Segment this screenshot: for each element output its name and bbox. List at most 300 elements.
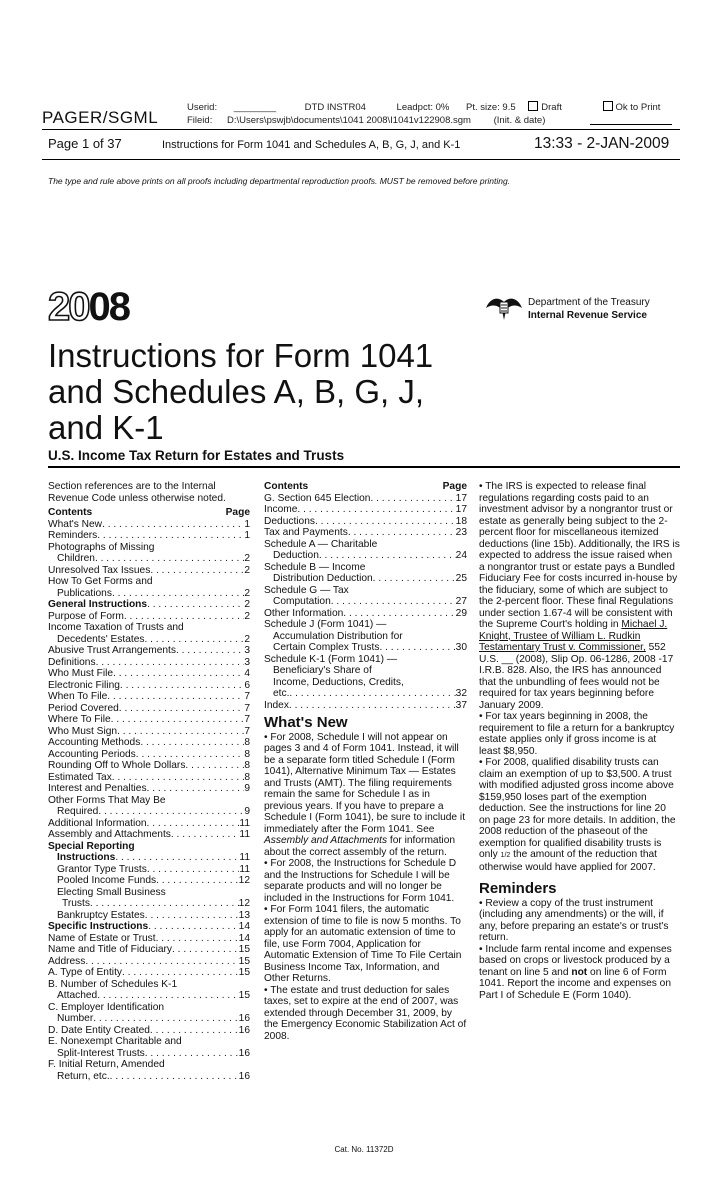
toc-entry-label: Who Must File — [48, 668, 114, 679]
toc-entry-page: 8 — [244, 760, 250, 771]
whats-new-p2: • For 2008, the Instructions for Schedule D and the Instructions for Schedule I will be separate products and will no longer be included in the Instructions for Form 1041. — [264, 858, 457, 904]
knight-case-citation: Michael J. Knight, Trustee of William L. Rudkin Testamentary Trust v. Commissioner, — [479, 619, 668, 653]
document-subtitle: U.S. Income Tax Return for Estates and Trusts — [48, 448, 345, 463]
toc-entry[interactable] — [264, 688, 467, 700]
toc-entry-label: When To File — [48, 691, 108, 702]
catalog-number: Cat. No. 11372D — [334, 1145, 394, 1154]
toc-entry[interactable] — [48, 944, 250, 956]
toc-entry-label: Children — [57, 553, 95, 564]
toc-entry-label: Bankruptcy Estates — [57, 909, 145, 921]
toc-entry-page: 15 — [238, 990, 250, 1001]
toc-entry-label: Distribution Deduction — [273, 573, 373, 584]
userid-value: ________ — [233, 102, 277, 113]
toc-entry-page: 11 — [239, 817, 250, 829]
col3-p1-tail: 552 U.S. __ (2008), Slip Op. 06-1286, 2008 -17 I.R.B. 828. Also, the IRS has announced that the unbundling of fees would not be required for tax years beginning before January 2009. — [479, 642, 674, 711]
init-date-line — [590, 124, 672, 125]
toc-entry-label: D. Date Entity Created — [48, 1024, 150, 1036]
toc-entry[interactable] — [264, 585, 467, 597]
year-prefix: 20 — [48, 285, 89, 329]
toc-entry[interactable] — [48, 737, 250, 749]
toc-entry-label: Other Forms That May Be — [48, 794, 166, 806]
toc-entry-label: Address — [48, 955, 86, 967]
toc-entry[interactable] — [48, 599, 250, 611]
toc-entry[interactable] — [48, 749, 250, 761]
toc-entry-label: Rounding Off to Whole Dollars — [48, 760, 186, 771]
toc-entry-page: 9 — [244, 806, 250, 817]
toc-entry-label: G. Section 645 Election — [264, 492, 371, 504]
toc-entry[interactable] — [264, 608, 467, 620]
toc-entry-label: Deductions — [264, 515, 315, 527]
toc-entry[interactable] — [48, 921, 250, 933]
toc-entry-label: Who Must Sign — [48, 725, 118, 737]
toc-entry-page: 9 — [244, 783, 250, 794]
page-of-label: Page 1 of 37 — [48, 136, 122, 151]
toc-leader-dots — [379, 642, 455, 654]
toc-entry-label: Name of Estate or Trust — [48, 932, 156, 944]
toc-entry[interactable] — [48, 657, 250, 669]
toc-leader-dots — [297, 504, 455, 516]
toc-leader-dots — [115, 852, 239, 864]
toc-entry-label: Other Information — [264, 607, 344, 619]
toc-entry-label: Accounting Methods — [48, 737, 141, 748]
toc-entry-page: 30 — [455, 642, 467, 653]
toc-entry-page: 2 — [244, 633, 250, 645]
toc-entry-label: Required — [57, 806, 99, 817]
toc-entry-page: 13 — [238, 909, 250, 921]
toc-leader-dots — [348, 527, 456, 539]
leadpct-label: Leadpct: 0% — [396, 102, 450, 113]
toc-leader-dots — [172, 944, 239, 956]
toc-entry[interactable] — [48, 841, 250, 853]
toc-entry[interactable] — [48, 806, 250, 818]
toc-entry-label: Beneficiary's Share of — [273, 665, 372, 676]
toc-entry-label: etc. — [273, 688, 290, 699]
toc-entry-label: Computation — [273, 596, 331, 607]
toc-leader-dots — [343, 608, 455, 620]
toc-entry-page: 15 — [238, 944, 250, 955]
toc-entry[interactable] — [48, 1059, 250, 1071]
toc-head-page: Page — [225, 507, 250, 518]
toc-entry-page: 23 — [455, 527, 467, 538]
title-line-2: and Schedules A, B, G, J, — [48, 373, 425, 410]
toc-entry[interactable] — [48, 622, 250, 634]
toc-entry[interactable] — [48, 634, 250, 646]
toc-entry-label: Tax and Payments — [264, 527, 348, 538]
toc-column-2 — [264, 481, 467, 1042]
toc-leader-dots — [111, 714, 245, 726]
toc-entry[interactable] — [264, 596, 467, 608]
toc-entry-label: C. Employer Identification — [48, 1001, 165, 1013]
toc-entry[interactable] — [48, 1013, 250, 1025]
toc-leader-dots — [85, 956, 238, 968]
whats-new-p1 — [264, 732, 467, 859]
reminders-p2 — [479, 944, 680, 1002]
toc-entry-label: Deduction — [273, 550, 319, 561]
toc-entry-label: General Instructions — [48, 599, 148, 610]
toc-leader-dots — [140, 737, 244, 749]
toc-entry-page: 24 — [455, 550, 467, 561]
toc-entry-page: 18 — [455, 515, 467, 527]
toc-entry-label: Interest and Penalties — [48, 783, 147, 794]
toc-entry-label: A. Type of Entity — [48, 967, 122, 978]
reminders-p2-text: • Include farm rental income and expenses based on crops or livestock produced by a tenant on line 5 and — [479, 943, 672, 978]
toc-leader-dots — [147, 818, 240, 830]
toc-leader-dots — [147, 864, 240, 876]
toc-entry[interactable] — [48, 990, 250, 1002]
toc-entry-page: 1 — [244, 518, 250, 530]
toc-entry[interactable] — [48, 910, 250, 922]
toc-entry[interactable] — [48, 714, 250, 726]
toc-entry[interactable] — [264, 527, 467, 539]
toc-entry-label: Accumulation Distribution for — [273, 630, 403, 642]
toc-entry[interactable] — [264, 631, 467, 643]
toc-entry[interactable] — [48, 588, 250, 600]
toc-entry-label: Where To File — [48, 714, 111, 725]
toc-entry-page: 8 — [244, 737, 250, 748]
toc-entry[interactable] — [48, 956, 250, 968]
toc-entry[interactable] — [264, 619, 467, 631]
toc-leader-dots — [370, 493, 455, 505]
toc-entry-page: 16 — [238, 1047, 250, 1059]
toc-entry[interactable] — [48, 967, 250, 979]
toc-entry-label: Decedents' Estates — [57, 633, 145, 645]
fileid-label: Fileid: — [187, 115, 213, 126]
toc-entry[interactable] — [48, 772, 250, 784]
toc-entry-label: Schedule G — Tax — [264, 584, 349, 596]
toc-entry-label: F. Initial Return, Amended — [48, 1059, 165, 1070]
toc-entry-page: 3 — [244, 656, 250, 668]
toc-entry-page: 14 — [238, 921, 250, 932]
toc-entry-page: 7 — [244, 702, 250, 714]
toc-entry-label: Additional Information — [48, 817, 147, 829]
toc-entry-label: Estimated Tax — [48, 771, 112, 783]
toc-entry-page: 6 — [244, 679, 250, 691]
toc-entry[interactable] — [48, 680, 250, 692]
toc-leader-dots — [171, 829, 240, 841]
toc-entry[interactable] — [48, 542, 250, 554]
toc-entry[interactable] — [264, 573, 467, 585]
toc-leader-dots — [102, 519, 244, 531]
dtd-label: DTD INSTR04 — [304, 102, 366, 113]
toc-entry-label: B. Number of Schedules K-1 — [48, 978, 178, 990]
toc-entry-page: 7 — [244, 714, 250, 725]
toc-leader-dots — [145, 910, 239, 922]
toc-entry-page: 12 — [238, 875, 250, 886]
toc-entry-label: Income, Deductions, Credits, — [273, 676, 404, 688]
toc-entry-page: 17 — [455, 492, 467, 504]
toc-entry[interactable] — [48, 553, 250, 565]
toc-entry[interactable] — [48, 1048, 250, 1060]
toc-entry[interactable] — [48, 668, 250, 680]
col3-p3-tail: the amount of the reduction that otherwise would have applied for 2007. — [479, 849, 657, 873]
toc-entry[interactable] — [48, 1036, 250, 1048]
toc-entry-page: 17 — [455, 504, 467, 515]
toc-entry-label: Name and Title of Fiduciary — [48, 944, 173, 955]
whats-new-p3: • For Form 1041 filers, the automatic extension of time to file is now 5 months. To apply for an automatic extension of time to file, use Form 7004, Application for Automatic Extension of Time To File Certain Business Income Tax, Information, and Other Returns. — [264, 904, 462, 984]
toc-leader-dots — [98, 806, 244, 818]
toc-leader-dots — [113, 668, 244, 680]
toc-entry-label: Schedule A — Charitable — [264, 538, 378, 550]
toc-leader-dots — [156, 875, 239, 887]
toc-entry-page: 2 — [244, 610, 250, 622]
toc-entry[interactable] — [48, 726, 250, 738]
draft-label: Draft — [541, 102, 562, 113]
toc-head-page: Page — [442, 481, 467, 492]
toc-entry[interactable] — [48, 795, 250, 807]
toc-entry-label: Grantor Type Trusts — [57, 863, 147, 875]
toc-entry-page: 15 — [238, 967, 250, 978]
toc-entry[interactable] — [264, 654, 467, 666]
toc-entry[interactable] — [264, 493, 467, 505]
toc-entry-label: Photographs of Missing — [48, 541, 155, 553]
toc-entry[interactable] — [264, 700, 467, 712]
toc-entry-page: 11 — [239, 852, 250, 863]
toc-leader-dots — [156, 933, 239, 945]
toc-entry[interactable] — [48, 530, 250, 542]
toc-entry[interactable] — [264, 539, 467, 551]
dept-name: Department of the Treasury — [528, 297, 650, 308]
proof-notice: The type and rule above prints on all proofs including departmental reproduction proofs. MUST be removed before printing. — [48, 176, 511, 186]
toc-entry-page: 29 — [455, 607, 467, 619]
toc-entry-page: 3 — [244, 645, 250, 656]
toc-entry[interactable] — [264, 665, 467, 677]
toc-entry-label: Electing Small Business — [57, 886, 166, 898]
toc-leader-dots — [122, 967, 239, 979]
toc-entry[interactable] — [48, 760, 250, 772]
toc-leader-dots — [144, 634, 244, 646]
toc-leader-dots — [97, 990, 238, 1002]
toc-list-1 — [48, 519, 250, 1083]
toc-entry-label: Schedule B — Income — [264, 561, 366, 573]
toc-entry[interactable] — [264, 516, 467, 528]
toc-entry[interactable] — [264, 677, 467, 689]
toc-entry-page: 32 — [455, 688, 467, 699]
toc-entry[interactable] — [264, 642, 467, 654]
toc-entry-page: 12 — [238, 898, 250, 909]
whats-new-p4: • The estate and trust deduction for sales taxes, set to expire at the end of 2007, was extended through December 31, 2009, by the Emergency Economic Stabilization Act of 2008. — [264, 984, 467, 1042]
toc-leader-dots — [145, 1048, 239, 1060]
irs-name: Internal Revenue Service — [528, 310, 647, 321]
header-rule-top — [42, 129, 680, 130]
toc-entry-label: Schedule J (Form 1041) — — [264, 619, 387, 630]
toc-entry-label: Assembly and Attachments — [48, 829, 171, 840]
toc-leader-dots — [147, 783, 245, 795]
toc-entry-label: Purpose of Form — [48, 610, 124, 622]
toc-entry-label: Definitions — [48, 656, 96, 668]
ok-to-print-label: Ok to Print — [615, 102, 661, 113]
toc-entry[interactable] — [48, 1071, 250, 1083]
toc-leader-dots — [110, 1071, 239, 1083]
toc-entry-label: Trusts — [62, 898, 90, 909]
toc-entry[interactable] — [48, 691, 250, 703]
ok-to-print-checkbox[interactable] — [603, 101, 613, 111]
toc-entry-label: Certain Complex Trusts — [273, 642, 380, 653]
document-title — [48, 338, 433, 446]
reminders-p2-bold: not — [571, 966, 588, 978]
toc-entry-page: 14 — [238, 932, 250, 944]
toc-head-contents: Contents — [264, 481, 309, 492]
toc-entry[interactable] — [48, 1002, 250, 1014]
toc-leader-dots — [119, 703, 245, 715]
toc-entry-label: Index — [264, 699, 289, 711]
toc-entry[interactable] — [48, 898, 250, 910]
toc-entry[interactable] — [48, 864, 250, 876]
toc-entry-page: 2 — [244, 553, 250, 564]
toc-entry-label: Income — [264, 504, 298, 515]
toc-entry-label: E. Nonexempt Charitable and — [48, 1036, 182, 1047]
col3-p1-text: • The IRS is expected to release final regulations regarding costs paid to an investment advisor by a nongrantor trust or estate as generally being subject to the 2-percent floor for miscellaneous itemized deductions (line 15b). Additionally, the IRS is expected to address the issue raised when a nongrantor trust or estate pays a Bundled Fiduciary Fee for costs incurred in-house by the fiduciary, some of which are subject to the 2-percent floor. These final Regulations under section 1.67-4 will be consistent with the Supreme Court's holding in — [479, 481, 680, 630]
toc-entry[interactable] — [48, 852, 250, 864]
toc-entry[interactable] — [48, 979, 250, 991]
toc-entry-label: Publications — [57, 587, 112, 599]
text-column-3 — [479, 481, 680, 1001]
toc-intro: Section references are to the Internal Revenue Code unless otherwise noted. — [48, 481, 226, 504]
toc-entry[interactable] — [48, 875, 250, 887]
toc-entry[interactable] — [48, 611, 250, 623]
toc-entry[interactable] — [48, 829, 250, 841]
toc-entry-page: 27 — [455, 596, 467, 607]
col3-p3 — [479, 757, 680, 873]
init-date-label: (Init. & date) — [493, 115, 546, 126]
title-line-3: and K-1 — [48, 409, 164, 446]
toc-entry-page: 25 — [455, 573, 467, 584]
toc-leader-dots — [112, 772, 245, 784]
toc-leader-dots — [150, 565, 244, 577]
toc-header-2 — [264, 481, 467, 493]
toc-entry[interactable] — [48, 887, 250, 899]
whats-new-p1-tail: for information about the correct assembly of the return. — [264, 835, 456, 858]
toc-entry[interactable] — [264, 504, 467, 516]
toc-leader-dots — [90, 898, 239, 910]
toc-entry-page: 8 — [244, 771, 250, 783]
toc-entry-page: 16 — [238, 1070, 250, 1082]
toc-leader-dots — [95, 553, 244, 565]
whats-new-p1-em: Assembly and Attachments — [264, 835, 388, 846]
toc-leader-dots — [96, 657, 245, 669]
toc-entry-label: Special Reporting — [48, 840, 135, 852]
col3-p2: • For tax years beginning in 2008, the requirement to file a return for a bankruptcy estate applies only if gross income is at least $8,950. — [479, 711, 675, 757]
reminders-heading: Reminders — [479, 880, 557, 897]
header-rule-bottom — [42, 159, 680, 160]
toc-leader-dots — [289, 688, 455, 700]
toc-leader-dots — [176, 645, 244, 657]
col3-p3-fraction: 1/2 — [500, 852, 511, 859]
toc-entry-label: Number — [57, 1013, 94, 1024]
toc-leader-dots — [120, 680, 244, 692]
treasury-block — [528, 296, 650, 322]
toc-leader-dots — [289, 700, 456, 712]
toc-leader-dots — [97, 530, 244, 542]
toc-entry-page: 2 — [244, 564, 250, 576]
toc-leader-dots — [112, 588, 244, 600]
toc-entry-page: 15 — [238, 955, 250, 967]
running-title: Instructions for Form 1041 and Schedules A, B, G, J, and K-1 — [162, 139, 461, 151]
year-suffix: 08 — [88, 285, 129, 329]
toc-leader-dots — [147, 599, 244, 611]
col3-p3-text: • For 2008, qualified disability trusts can claim an exemption of up to $3,500. A trust with modified adjusted gross income above $159,950 loses part of the exemption deduction. See the instructions for line 20 on page 23 for more details. In addition, the 2008 reduction of the phaseout of the exemption for qualified disability trusts is only — [479, 757, 676, 860]
toc-entry-label: Specific Instructions — [48, 921, 149, 932]
toc-entry[interactable] — [48, 933, 250, 945]
toc-entry[interactable] — [48, 565, 250, 577]
toc-entry-page: 11 — [239, 829, 250, 840]
irs-eagle-icon — [484, 292, 524, 322]
toc-leader-dots — [107, 691, 244, 703]
col3-p1 — [479, 481, 680, 711]
toc-leader-dots — [136, 749, 245, 761]
toc-entry-label: Reminders — [48, 530, 98, 541]
pager-row-2 — [187, 115, 545, 126]
whats-new-heading: What's New — [264, 714, 348, 731]
toc-entry-label: Accounting Periods — [48, 748, 136, 760]
toc-leader-dots — [150, 1025, 239, 1037]
toc-entry-page: 4 — [244, 668, 250, 679]
toc-leader-dots — [319, 550, 456, 562]
toc-entry[interactable] — [48, 703, 250, 715]
toc-entry-label: Electronic Filing — [48, 679, 120, 691]
userid-label: Userid: — [187, 102, 218, 113]
title-line-1: Instructions for Form 1041 — [48, 337, 434, 374]
pager-row-1 — [187, 101, 660, 113]
toc-entry-label: Pooled Income Funds — [57, 875, 157, 886]
toc-leader-dots — [124, 611, 244, 623]
toc-entry-label: Instructions — [57, 852, 116, 863]
datetime-label: 13:33 - 2-JAN-2009 — [534, 135, 670, 152]
toc-entry-page: 16 — [238, 1013, 250, 1024]
toc-entry[interactable] — [264, 562, 467, 574]
toc-entry[interactable] — [48, 783, 250, 795]
toc-leader-dots — [93, 1013, 238, 1025]
toc-column-1 — [48, 481, 250, 1082]
toc-entry-page: 2 — [244, 599, 250, 610]
toc-list-2 — [264, 493, 467, 712]
toc-leader-dots — [315, 516, 456, 528]
toc-entry[interactable] — [48, 645, 250, 657]
toc-entry-page: 37 — [455, 699, 467, 711]
toc-entry-page: 11 — [239, 863, 250, 875]
toc-entry-page: 7 — [244, 691, 250, 702]
toc-entry[interactable] — [48, 818, 250, 830]
year-logo — [48, 285, 129, 330]
toc-entry-label: Unresolved Tax Issues — [48, 564, 151, 576]
toc-entry-label: Abusive Trust Arrangements — [48, 645, 176, 656]
toc-entry[interactable] — [264, 550, 467, 562]
reminders-p1: • Review a copy of the trust instrument (including any amendments) or the will, if any, before preparing an estate's or trust's return. — [479, 897, 669, 943]
draft-checkbox[interactable] — [528, 101, 538, 111]
toc-entry[interactable] — [48, 519, 250, 531]
toc-leader-dots — [185, 760, 244, 772]
toc-entry-label: How To Get Forms and — [48, 576, 153, 587]
ptsize-label: Pt. size: 9.5 — [466, 102, 516, 113]
toc-header — [48, 507, 250, 519]
toc-entry-label: Income Taxation of Trusts and — [48, 622, 184, 633]
toc-leader-dots — [373, 573, 456, 585]
toc-entry-page: 2 — [244, 587, 250, 599]
reminders-p2-tail: on line 6 of Form 1041. Report the income and expenses on Part I of Schedule E (Form 1040). — [479, 966, 671, 1001]
toc-entry-label: Split-Interest Trusts — [57, 1047, 145, 1059]
toc-entry-page: 16 — [238, 1024, 250, 1036]
toc-entry-page: 8 — [244, 748, 250, 760]
whats-new-p1-text: • For 2008, Schedule I will not appear on pages 3 and 4 of Form 1041. Instead, it will be a separate form titled Schedule I (Form 1041), Alternative Minimum Tax — Estates and Trusts (AMT). The filing requirements remain the same for Schedule I as in previous years. If you have to prepare a Schedule I (Form 1041), be sure to include it immediately after the Form 1041. See — [264, 731, 466, 835]
subtitle-rule — [48, 466, 680, 468]
pager-sgml-label: PAGER/SGML — [42, 108, 159, 127]
toc-entry[interactable] — [48, 1025, 250, 1037]
toc-head-contents: Contents — [48, 507, 93, 518]
toc-entry-label: What's New — [48, 518, 103, 530]
toc-leader-dots — [148, 921, 238, 933]
toc-leader-dots — [331, 596, 456, 608]
toc-entry-page: 7 — [244, 725, 250, 737]
toc-entry[interactable] — [48, 576, 250, 588]
